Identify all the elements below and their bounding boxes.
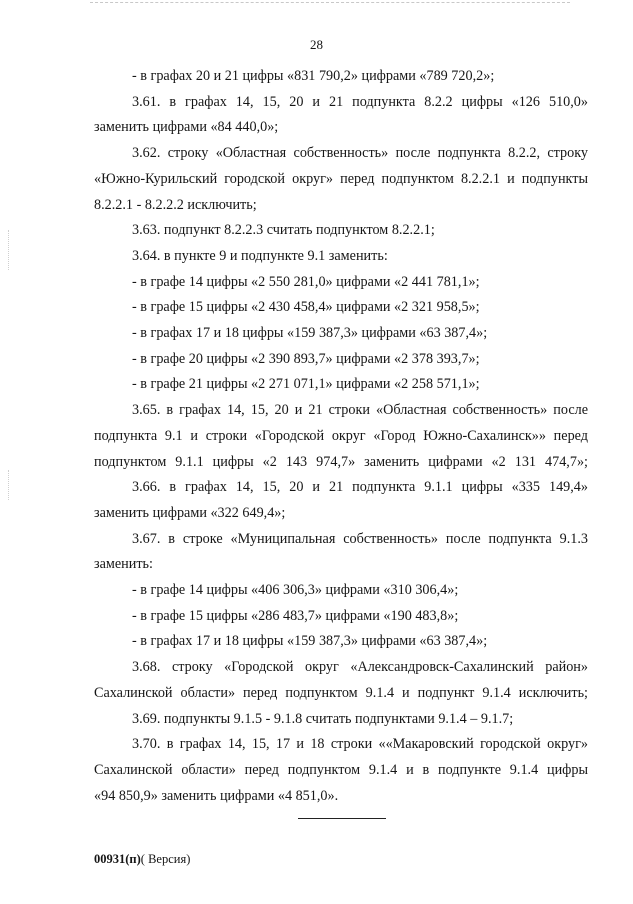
document-version: ( Версия)	[140, 852, 191, 866]
text-line: 3.65. в графах 14, 15, 20 и 21 строки «Областная собственность» после	[132, 402, 588, 419]
text-line: 3.70. в графах 14, 15, 17 и 18 строки ««Макаровский городской округ»	[132, 736, 588, 753]
text-line: - в графе 15 цифры «2 430 458,4» цифрами «2 321 958,5»;	[132, 299, 480, 316]
document-footer	[94, 850, 190, 868]
text-line: 3.66. в графах 14, 15, 20 и 21 подпункта 9.1.1 цифры «335 149,4»	[132, 479, 588, 496]
text-line: 3.61. в графах 14, 15, 20 и 21 подпункта 8.2.2 цифры «126 510,0»	[132, 93, 588, 110]
text-line: - в графе 15 цифры «286 483,7» цифрами «190 483,8»;	[132, 607, 459, 624]
text-line: 3.63. подпункт 8.2.2.3 считать подпунктом 8.2.2.1;	[132, 222, 435, 239]
text-line: - в графе 14 цифры «2 550 281,0» цифрами «2 441 781,1»;	[132, 273, 480, 290]
document-code: 00931(п)	[94, 852, 141, 866]
page-number: 28	[310, 37, 323, 52]
text-line: «94 850,9» заменить цифрами «4 851,0».	[94, 787, 339, 804]
text-line: заменить цифрами «84 440,0»;	[94, 119, 279, 136]
text-line: 3.67. в строке «Муниципальная собственность» после подпункта 9.1.3	[132, 530, 588, 547]
text-line: Сахалинской области» перед подпунктом 9.1.4 и в подпункте 9.1.4 цифры	[94, 761, 588, 778]
text-line: подпункта 9.1 и строки «Городской округ «Город Южно-Сахалинск»» перед	[94, 427, 588, 444]
text-line: 3.69. подпункты 9.1.5 - 9.1.8 считать подпунктами 9.1.4 – 9.1.7;	[132, 710, 514, 727]
text-line: заменить цифрами «322 649,4»;	[94, 504, 286, 521]
text-line: - в графе 14 цифры «406 306,3» цифрами «310 306,4»;	[132, 582, 459, 598]
text-line: - в графе 20 цифры «2 390 893,7» цифрами «2 378 393,7»;	[132, 350, 480, 367]
text-line: - в графах 17 и 18 цифры «159 387,3» цифрами «63 387,4»;	[132, 633, 488, 650]
text-line: - в графах 20 и 21 цифры «831 790,2» цифрами «789 720,2»;	[132, 68, 495, 84]
text-line: - в графе 21 цифры «2 271 071,1» цифрами «2 258 571,1»;	[132, 376, 480, 393]
text-line: Сахалинской области» перед подпунктом 9.1.4 и подпункт 9.1.4 исключить;	[94, 684, 588, 701]
text-line: 3.68. строку «Городской округ «Александровск-Сахалинский район»	[132, 659, 588, 676]
text-line: заменить:	[94, 556, 153, 573]
text-line: подпунктом 9.1.1 цифры «2 143 974,7» заменить цифрами «2 131 474,7»;	[94, 453, 588, 470]
text-line: 8.2.2.1 - 8.2.2.2 исключить;	[94, 196, 257, 213]
text-line: - в графах 17 и 18 цифры «159 387,3» цифрами «63 387,4»;	[132, 325, 488, 341]
text-line: 3.62. строку «Областная собственность» после подпункта 8.2.2, строку	[132, 145, 588, 162]
text-line: «Южно-Курильский городской округ» перед подпунктом 8.2.2.1 и подпункты	[94, 170, 588, 187]
text-line: 3.64. в пункте 9 и подпункте 9.1 заменить:	[132, 247, 388, 264]
footer-divider	[298, 818, 386, 819]
